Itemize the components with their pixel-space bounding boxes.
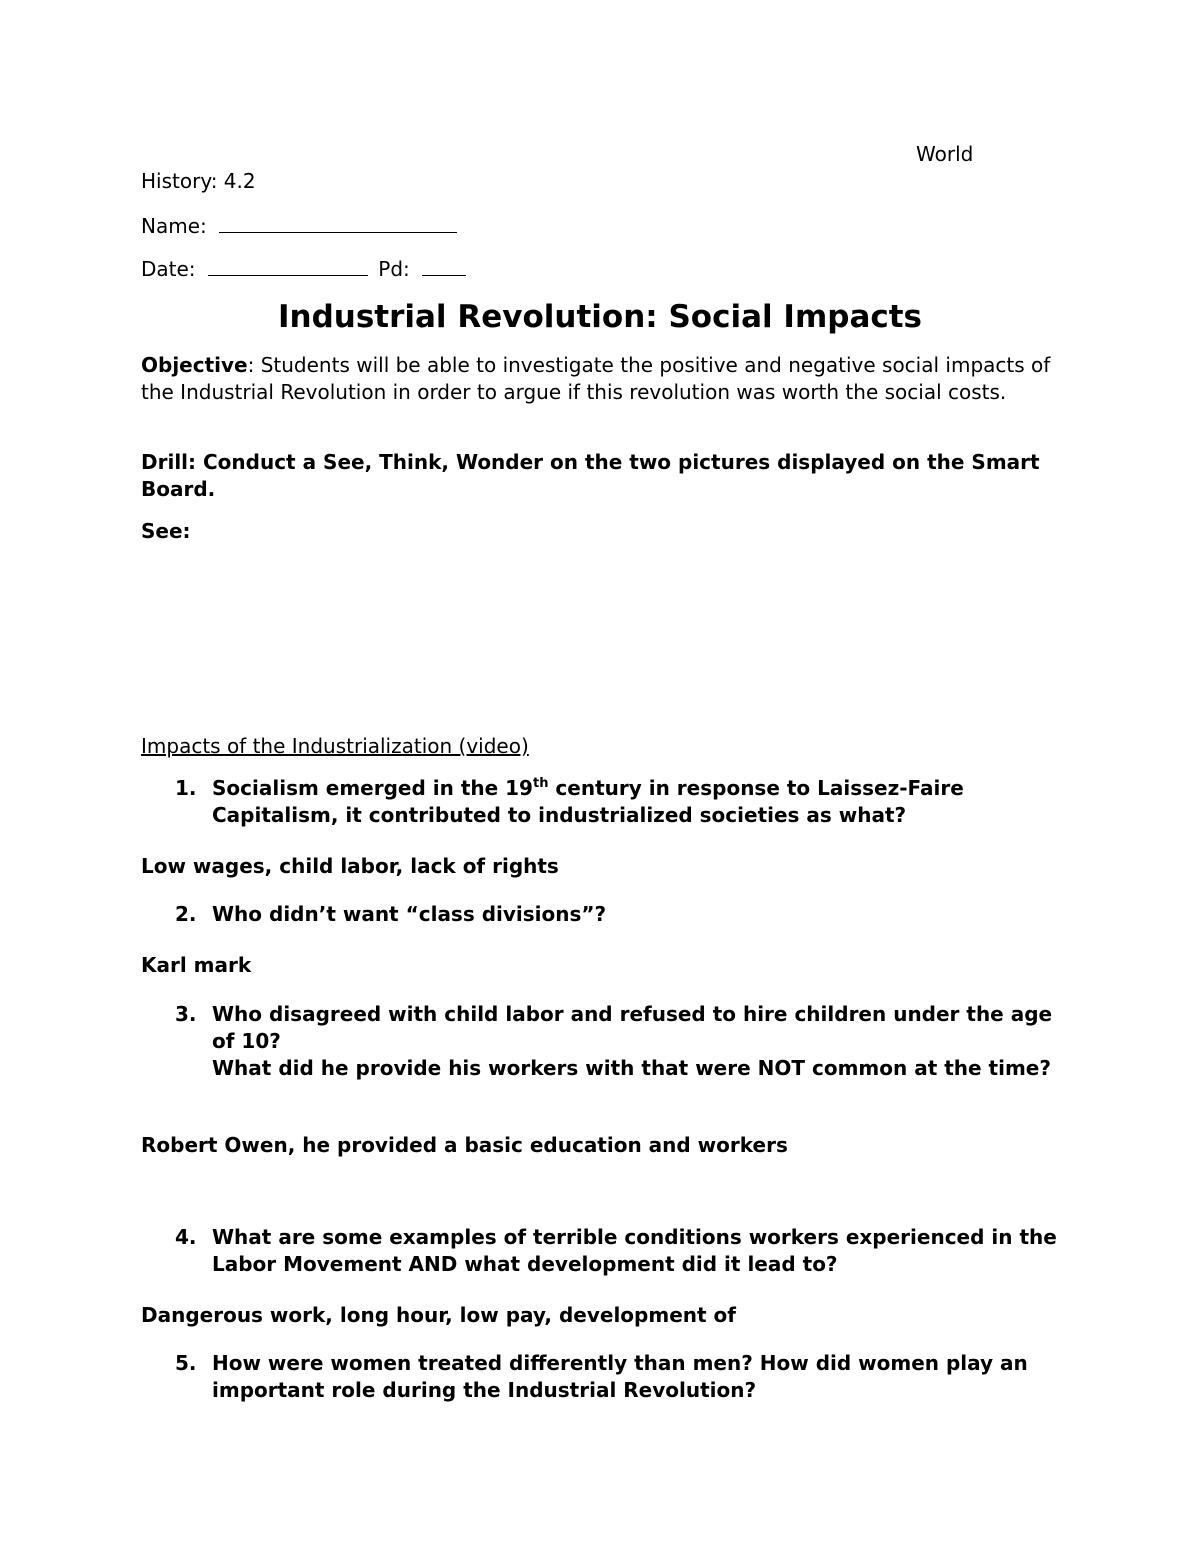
question-number: 5. — [175, 1351, 197, 1375]
answer-4[interactable]: Dangerous work, long hour, low pay, development of — [141, 1303, 736, 1327]
question-text: Socialism emerged in the 19th century in response to Laissez-Faire Capitalism, it contributed to industrialized societies as what? — [212, 776, 964, 827]
question-text: Who didn’t want “class divisions”? — [212, 902, 607, 926]
question-number: 4. — [175, 1225, 197, 1249]
name-row — [141, 212, 457, 239]
ordinal-superscript: th — [532, 776, 549, 791]
answer-2[interactable]: Karl mark — [141, 953, 252, 977]
section-heading: Impacts of the Industrialization (video) — [141, 734, 529, 758]
pd-blank-line[interactable] — [422, 255, 466, 276]
question-text-followup: What did he provide his workers with that were NOT common at the time? — [212, 1056, 1051, 1080]
see-label: See: — [141, 519, 191, 543]
pd-label: Pd: — [378, 257, 410, 281]
answer-1[interactable]: Low wages, child labor, lack of rights — [141, 854, 559, 878]
name-label: Name: — [141, 214, 207, 238]
question-text: Who disagreed with child labor and refused to hire children under the age of 10? What did he provide his workers with that were NOT common at the time? — [212, 1002, 1053, 1080]
question-number: 1. — [175, 776, 197, 800]
objective-paragraph — [141, 352, 1071, 406]
name-blank-line[interactable] — [219, 212, 457, 233]
question-number: 2. — [175, 902, 197, 926]
answer-3[interactable]: Robert Owen, he provided a basic education and workers — [141, 1133, 788, 1157]
date-row — [141, 255, 466, 282]
question-number: 3. — [175, 1002, 197, 1026]
date-label: Date: — [141, 257, 196, 281]
page-title: Industrial Revolution: Social Impacts — [277, 299, 923, 335]
objective-label: Objective — [141, 353, 248, 377]
history-line: History: 4.2 — [141, 169, 256, 193]
drill-text: Drill: Conduct a See, Think, Wonder on the two pictures displayed on the Smart Board. — [141, 450, 1040, 501]
course-word: World — [916, 142, 974, 166]
date-blank-line[interactable] — [208, 255, 368, 276]
question-text: What are some examples of terrible conditions workers experienced in the Labor Movement AND what development did it lead to? — [212, 1225, 1057, 1276]
question-text: How were women treated differently than men? How did women play an important role during the Industrial Revolution? — [212, 1351, 1028, 1402]
objective-text: : Students will be able to investigate the positive and negative social impacts of the Industrial Revolution in order to argue if this revolution was worth the social costs. — [141, 353, 1051, 404]
